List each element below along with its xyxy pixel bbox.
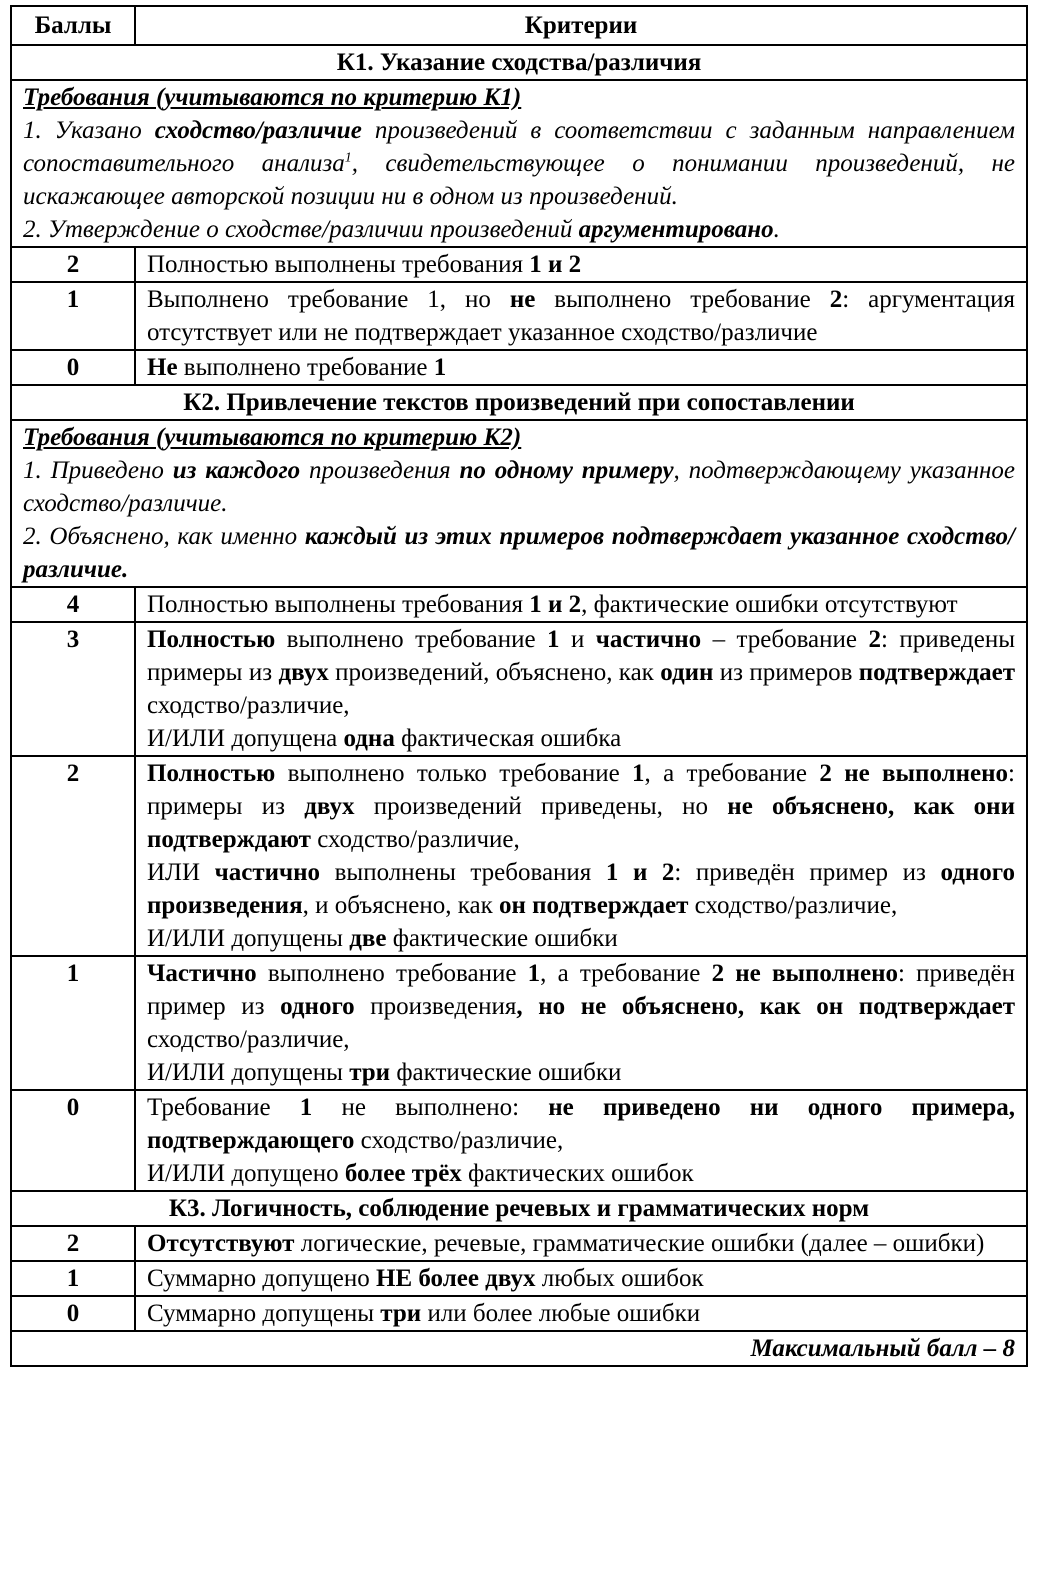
paragraph xyxy=(147,623,1015,722)
k2-score-row xyxy=(11,587,1027,622)
k1-req2-bold: аргументировано xyxy=(578,216,774,243)
k2-req1 xyxy=(23,454,1015,520)
bold-run: Полностью xyxy=(147,626,276,653)
k3-title: К3. Логичность, соблюдение речевых и грамматических норм xyxy=(11,1191,1027,1226)
text-run: , а требование xyxy=(644,760,820,787)
score-cell: 0 xyxy=(11,1090,135,1191)
k3-score-row xyxy=(11,1261,1027,1296)
k2-req1-bold: из каждого xyxy=(172,457,301,484)
bold-run: 1 xyxy=(632,760,645,787)
text-run: : аргументация отсутствует или не подтверждает указанное сходство/различие xyxy=(147,286,1015,346)
k2-req2 xyxy=(23,520,1015,586)
description-cell xyxy=(135,1261,1027,1296)
score-cell: 1 xyxy=(11,956,135,1090)
text-run: Полностью выполнены требования xyxy=(147,251,530,278)
criteria-column-header: Критерии xyxy=(135,6,1027,45)
bold-run: Частично xyxy=(147,960,257,987)
bold-run: НЕ более двух xyxy=(376,1265,536,1292)
text-run: Выполнено требование 1, но xyxy=(147,286,510,313)
bold-run: три xyxy=(380,1300,422,1327)
score-cell: 0 xyxy=(11,1296,135,1331)
description-cell xyxy=(135,247,1027,282)
description-cell xyxy=(135,622,1027,756)
score-cell: 1 xyxy=(11,282,135,350)
bold-run: частично xyxy=(214,859,321,886)
k1-req2-text: 2. Утверждение о сходстве/различии произведений xyxy=(23,216,579,243)
description-cell xyxy=(135,587,1027,622)
text-run: : приведены примеры из xyxy=(147,626,1015,686)
text-run: И/ИЛИ допущено xyxy=(147,1160,345,1187)
text-run: произведений приведены, но xyxy=(354,793,728,820)
description-cell xyxy=(135,956,1027,1090)
text-run: из примеров xyxy=(713,659,859,686)
k2-req-heading: Требования (учитываются по критерию К2) xyxy=(23,424,522,451)
k3-title-row xyxy=(11,1191,1027,1226)
description-cell xyxy=(135,756,1027,956)
text-run: сходство/различие, xyxy=(688,892,898,919)
paragraph xyxy=(147,1056,1015,1089)
max-score: Максимальный балл – 8 xyxy=(11,1331,1027,1366)
score-cell: 3 xyxy=(11,622,135,756)
text-run: : приведён пример из xyxy=(674,859,941,886)
k2-requirements xyxy=(11,420,1027,587)
text-run: , фактические ошибки отсутствуют xyxy=(581,591,958,618)
k2-title-row xyxy=(11,385,1027,420)
text-run: и xyxy=(559,626,596,653)
k1-score-row xyxy=(11,247,1027,282)
text-run: выполнены требования xyxy=(320,859,606,886)
bold-run: 2 xyxy=(829,286,843,313)
bold-run: Полностью xyxy=(147,760,276,787)
bold-run: 2 не выполнено xyxy=(711,960,898,987)
bold-run: 1 и 2 xyxy=(605,859,675,886)
k3-score-row xyxy=(11,1226,1027,1261)
bold-run: более трёх xyxy=(344,1160,462,1187)
text-run: , а требование xyxy=(540,960,712,987)
footer-row xyxy=(11,1331,1027,1366)
paragraph xyxy=(147,856,1015,922)
bold-run: 1 xyxy=(547,626,560,653)
text-run: фактические ошибки xyxy=(390,1059,622,1086)
text-run: Полностью выполнены требования xyxy=(147,591,530,618)
text-run: выполнено требование xyxy=(177,354,434,381)
paragraph xyxy=(147,722,1015,755)
k1-req-heading: Требования (учитываются по критерию К1) xyxy=(23,84,522,111)
text-run: И/ИЛИ допущена xyxy=(147,725,344,752)
k1-requirements xyxy=(11,80,1027,247)
bold-run: 2 xyxy=(868,626,881,653)
text-run: фактических ошибок xyxy=(461,1160,694,1187)
k2-score-row xyxy=(11,622,1027,756)
k2-req1-text: 1. Приведено xyxy=(23,457,173,484)
text-run: или более любые ошибки xyxy=(421,1300,701,1327)
bold-run: одного произведения xyxy=(147,859,1015,919)
text-run: выполнено требование xyxy=(256,960,528,987)
k1-req1-bold: сходство/различие xyxy=(154,117,362,144)
description-cell xyxy=(135,1090,1027,1191)
paragraph xyxy=(147,1091,1015,1157)
k2-score-row xyxy=(11,956,1027,1090)
k1-req1-text: 1. Указано xyxy=(23,117,155,144)
k3-score-row xyxy=(11,1296,1027,1331)
bold-run: 1 xyxy=(433,354,447,381)
text-run: ИЛИ xyxy=(147,859,215,886)
text-run: , и объяснено, как xyxy=(302,892,499,919)
score-cell: 0 xyxy=(11,350,135,385)
bold-run: три xyxy=(349,1059,391,1086)
text-run: произведений, объяснено, как xyxy=(328,659,661,686)
text-run: сходство/различие, xyxy=(147,1026,350,1053)
bold-run: одного xyxy=(280,993,355,1020)
k2-score-row xyxy=(11,1090,1027,1191)
bold-run: , но не объяснено, как он подтверждает xyxy=(516,993,1015,1020)
bold-run: двух xyxy=(278,659,329,686)
text-run: Суммарно допущено xyxy=(147,1265,376,1292)
text-run: И/ИЛИ допущены xyxy=(147,1059,350,1086)
header-row xyxy=(11,6,1027,45)
text-run: : приведён пример из xyxy=(147,960,1015,1020)
k2-title: К2. Привлечение текстов произведений при сопоставлении xyxy=(11,385,1027,420)
k1-title-row xyxy=(11,45,1027,80)
bold-run: одна xyxy=(343,725,395,752)
description-cell xyxy=(135,282,1027,350)
text-run: выполнено требование xyxy=(275,626,548,653)
text-run: сходство/различие, xyxy=(147,692,350,719)
text-run: логические, речевые, грамматические ошибки (далее – ошибки) xyxy=(294,1230,985,1257)
score-cell: 4 xyxy=(11,587,135,622)
k1-title: К1. Указание сходства/различия xyxy=(11,45,1027,80)
text-run: И/ИЛИ допущены xyxy=(147,925,350,952)
bold-run: не xyxy=(509,286,536,313)
bold-run: подтверждает xyxy=(858,659,1016,686)
k1-req1-text: произведений в соответствии с заданным направлением сопоставительного анализа xyxy=(23,117,1015,177)
bold-run: Не xyxy=(147,354,178,381)
text-run: любых ошибок xyxy=(535,1265,704,1292)
k2-requirements-row xyxy=(11,420,1027,587)
text-run: сходство/различие, xyxy=(310,826,520,853)
bold-run: две xyxy=(349,925,387,952)
paragraph xyxy=(147,922,1015,955)
k1-score-row xyxy=(11,350,1027,385)
bold-run: 1 и 2 xyxy=(529,251,582,278)
score-cell: 2 xyxy=(11,756,135,956)
bold-run: частично xyxy=(595,626,702,653)
text-run: Требование xyxy=(147,1094,300,1121)
k2-req2-bold: каждый из этих примеров подтверждает указанное сходство/различие. xyxy=(23,523,1015,583)
bold-run: 1 xyxy=(299,1094,313,1121)
text-run: фактические ошибки xyxy=(386,925,618,952)
text-run: не выполнено: xyxy=(312,1094,549,1121)
k1-req2 xyxy=(23,213,1015,246)
description-cell xyxy=(135,350,1027,385)
score-column-header: Баллы xyxy=(11,6,135,45)
k1-req2-text: . xyxy=(773,216,780,243)
k2-req1-text: , подтверждающему указанное сходство/различие. xyxy=(23,457,1015,517)
k1-requirements-row xyxy=(11,80,1027,247)
bold-run: Отсутствуют xyxy=(147,1230,295,1257)
text-run: Суммарно допущены xyxy=(147,1300,381,1327)
score-cell: 1 xyxy=(11,1261,135,1296)
paragraph xyxy=(147,957,1015,1056)
text-run: выполнено только требование xyxy=(275,760,633,787)
bold-run: один xyxy=(660,659,714,686)
text-run: произведения xyxy=(354,993,517,1020)
bold-run: он подтверждает xyxy=(498,892,689,919)
score-cell: 2 xyxy=(11,1226,135,1261)
bold-run: 1 и 2 xyxy=(529,591,582,618)
footnote-mark: 1 xyxy=(344,150,352,166)
bold-run: двух xyxy=(304,793,355,820)
text-run: – требование xyxy=(701,626,869,653)
criteria-table xyxy=(10,5,1028,1367)
text-run: : примеры из xyxy=(147,760,1015,820)
description-cell xyxy=(135,1296,1027,1331)
k1-req1-text: , свидетельствующее о понимании произведений, не искажающее авторской позиции ни в одном из произведений. xyxy=(23,150,1015,210)
description-cell xyxy=(135,1226,1027,1261)
text-run: выполнено требование xyxy=(535,286,830,313)
bold-run: не объяснено, как они подтверждают xyxy=(147,793,1015,853)
k2-req1-text: произведения xyxy=(300,457,460,484)
k2-score-row xyxy=(11,756,1027,956)
bold-run: 1 xyxy=(527,960,541,987)
bold-run: 2 не выполнено xyxy=(819,760,1009,787)
text-run: фактическая ошибка xyxy=(394,725,622,752)
k1-score-row xyxy=(11,282,1027,350)
paragraph xyxy=(147,757,1015,856)
bold-run: не приведено ни одного примера, подтверждающего xyxy=(147,1094,1016,1154)
k2-req1-bold: по одному примеру xyxy=(459,457,674,484)
score-cell: 2 xyxy=(11,247,135,282)
text-run: сходство/различие, xyxy=(354,1127,564,1154)
k1-req1 xyxy=(23,114,1015,213)
k2-req2-text: 2. Объяснено, как именно xyxy=(23,523,305,550)
paragraph xyxy=(147,1157,1015,1190)
